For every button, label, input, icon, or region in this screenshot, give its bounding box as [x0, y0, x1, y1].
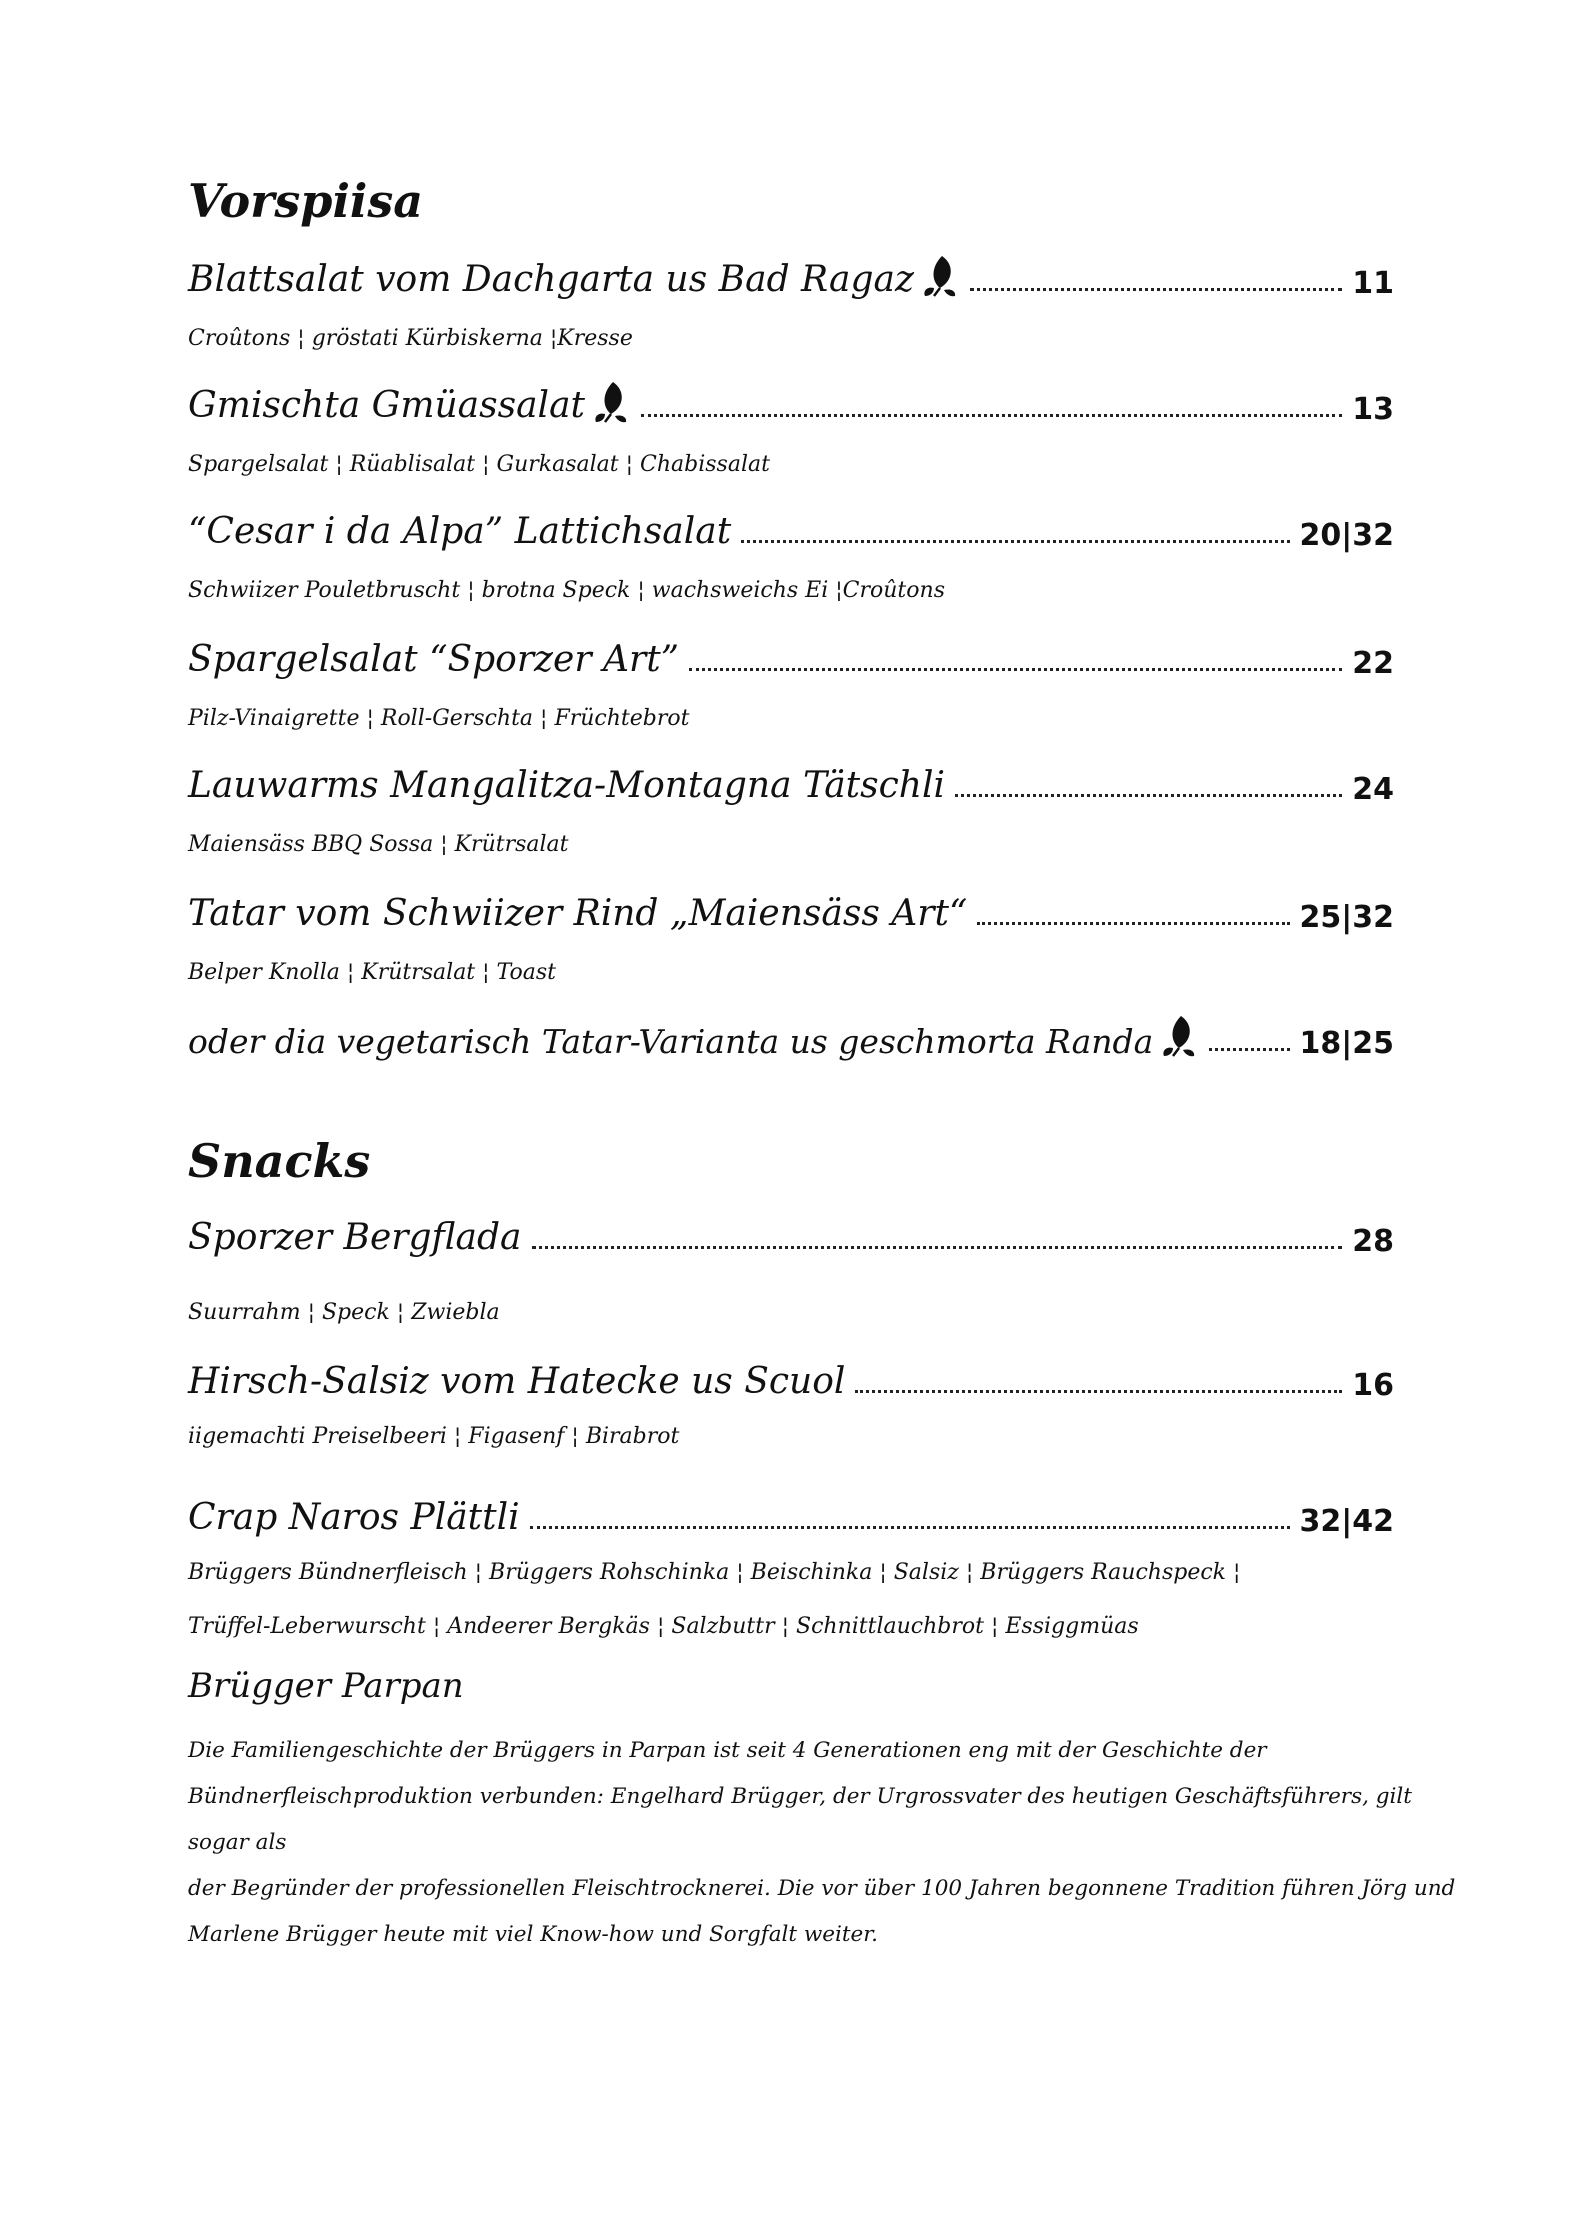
producer-text-line: Marlene Brügger heute mit viel Know-how und Sorgfalt weiter.: [188, 1922, 879, 1947]
dish-mangalitza-taetschli: [188, 752, 1394, 806]
dish-price: 16: [1352, 1368, 1394, 1403]
dot-leader: [689, 668, 1342, 671]
dish-description: Schwiizer Pouletbruscht ¦ brotna Speck ¦ wachsweichs Ei ¦Croûtons: [188, 578, 945, 603]
leaf-icon: [920, 252, 960, 300]
dot-leader: [530, 1526, 1290, 1529]
dish-blattsalat: [188, 246, 1394, 300]
section-title-vorspiisa: Vorspiisa: [188, 174, 424, 228]
dish-spargelsalat: [188, 626, 1394, 680]
dish-description: Croûtons ¦ gröstati Kürbiskerna ¦Kresse: [188, 326, 633, 351]
dot-leader: [977, 922, 1289, 925]
dish-description-continued: Trüffel-Leberwurscht ¦ Andeerer Bergkäs ¦ Salzbuttr ¦ Schnittlauchbrot ¦ Essiggmüas: [188, 1614, 1139, 1639]
dish-price: 28: [1352, 1224, 1394, 1259]
dish-price: 13: [1352, 392, 1394, 427]
producer-text-line: Bündnerfleischproduktion verbunden: Engelhard Brügger, der Urgrossvater des heutigen Geschäftsführers, gilt sogar als: [188, 1784, 1412, 1855]
dish-name: Tatar vom Schwiizer Rind „Maiensäss Art“: [188, 893, 968, 935]
section-title-snacks: Snacks: [188, 1134, 371, 1188]
dish-description: Maiensäss BBQ Sossa ¦ Krütrsalat: [188, 832, 569, 857]
dot-leader: [955, 794, 1342, 797]
dish-price: 24: [1352, 772, 1394, 807]
dish-crap-naros-plaettli: [188, 1484, 1394, 1538]
dish-hirsch-salsiz: [188, 1348, 1394, 1402]
leaf-icon: [1159, 1012, 1199, 1060]
dish-price: 11: [1352, 266, 1394, 301]
dish-name: oder dia vegetarisch Tatar-Varianta us geschmorta Randa: [188, 1021, 1154, 1061]
dish-name: Hirsch-Salsiz vom Hatecke us Scuol: [188, 1361, 846, 1403]
dot-leader: [741, 540, 1289, 543]
dish-name: Spargelsalat “Sporzer Art”: [188, 639, 680, 681]
dish-name: Blattsalat vom Dachgarta us Bad Ragaz: [188, 259, 914, 301]
dish-price: 22: [1352, 646, 1394, 681]
dish-description: Spargelsalat ¦ Rüablisalat ¦ Gurkasalat ¦ Chabissalat: [188, 452, 770, 477]
dish-description: iigemachti Preiselbeeri ¦ Figasenf ¦ Birabrot: [188, 1424, 680, 1449]
dot-leader: [532, 1246, 1343, 1249]
dish-gmischta-gmueassalat: [188, 372, 1394, 426]
dish-name: Sporzer Bergflada: [188, 1217, 522, 1259]
dish-vegetarisch-tatar: [188, 1006, 1394, 1060]
producer-title: Brügger Parpan: [188, 1666, 464, 1706]
producer-text-line: der Begründer der professionellen Fleischtrocknerei. Die vor über 100 Jahren begonnene Tradition führen Jörg und: [188, 1876, 1456, 1901]
dish-price: 18|25: [1299, 1026, 1394, 1061]
leaf-icon: [591, 378, 631, 426]
dot-leader: [1209, 1048, 1289, 1051]
dish-name: “Cesar i da Alpa” Lattichsalat: [188, 511, 732, 553]
dish-description: Belper Knolla ¦ Krütrsalat ¦ Toast: [188, 960, 557, 985]
dish-sporzer-bergflada: [188, 1204, 1394, 1258]
dish-tatar-rind: [188, 880, 1394, 934]
dot-leader: [855, 1390, 1342, 1393]
dish-description: Suurrahm ¦ Speck ¦ Zwiebla: [188, 1300, 500, 1325]
dot-leader: [970, 288, 1342, 291]
dish-description: Pilz-Vinaigrette ¦ Roll-Gerschta ¦ Früchtebrot: [188, 706, 690, 731]
dish-price: 32|42: [1299, 1504, 1394, 1539]
dish-description: Brüggers Bündnerfleisch ¦ Brüggers Rohschinka ¦ Beischinka ¦ Salsiz ¦ Brüggers Rauchspeck ¦: [188, 1560, 1241, 1585]
dish-cesar-lattichsalat: [188, 498, 1394, 552]
dish-name: Gmischta Gmüassalat: [188, 385, 586, 427]
dish-price: 20|32: [1299, 518, 1394, 553]
producer-text-line: Die Familiengeschichte der Brüggers in Parpan ist seit 4 Generationen eng mit der Geschichte der: [188, 1738, 1267, 1763]
dish-name: Crap Naros Plättli: [188, 1497, 520, 1539]
dish-price: 25|32: [1299, 900, 1394, 935]
dot-leader: [641, 414, 1342, 417]
producer-text: [188, 1728, 1458, 1958]
dish-name: Lauwarms Mangalitza-Montagna Tätschli: [188, 765, 945, 807]
